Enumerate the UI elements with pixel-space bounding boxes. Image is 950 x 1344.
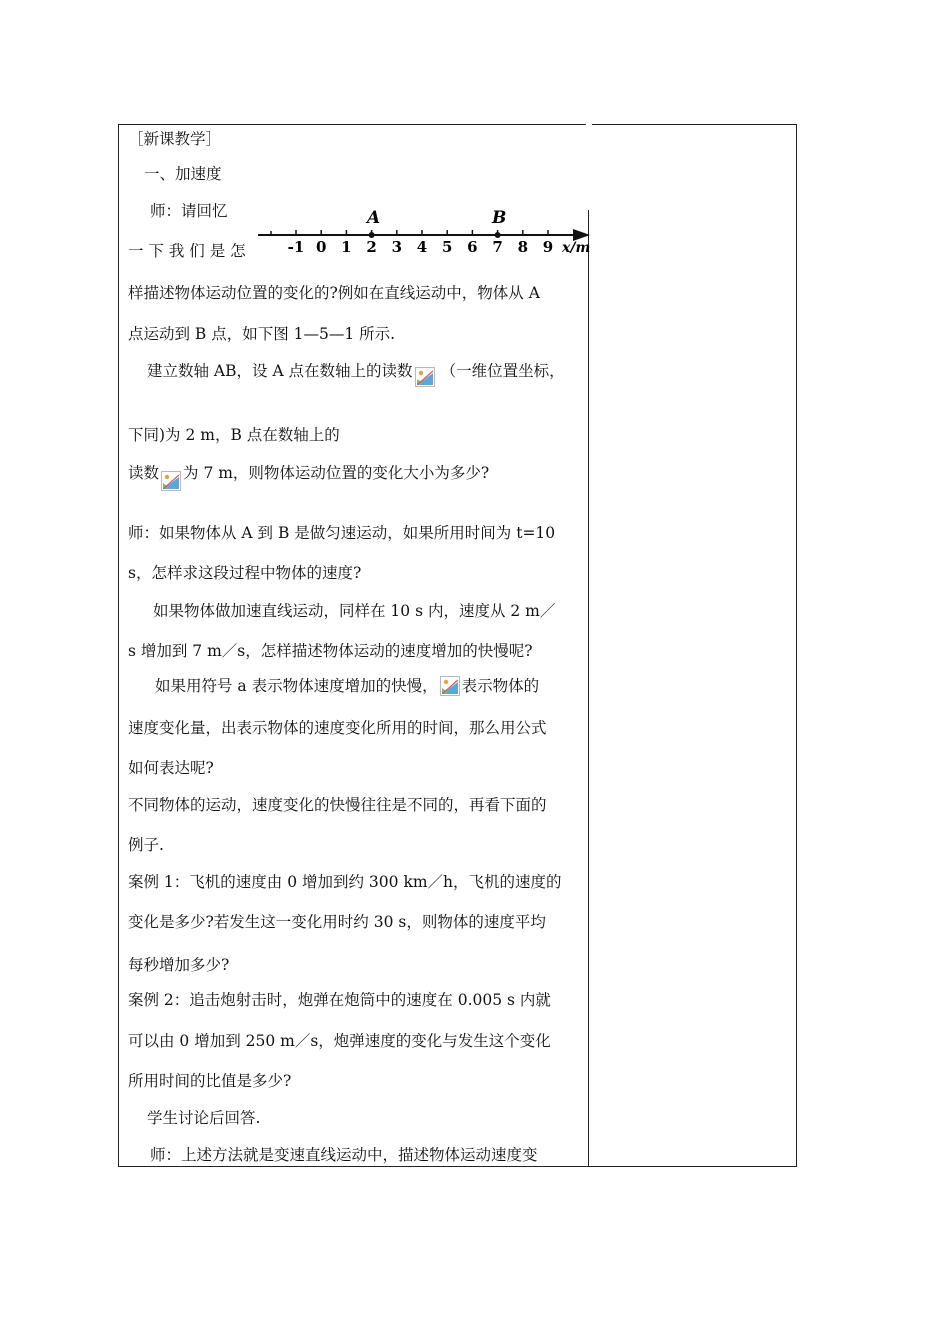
text-line: 点运动到 B 点，如下图 1—5—1 所示. bbox=[128, 325, 396, 343]
text-segment: 如果用符号 a 表示物体速度增加的快慢， bbox=[155, 677, 438, 695]
text-line bbox=[147, 361, 565, 381]
text-line: 如果物体做加速直线运动，同样在 10 s 内，速度从 2 m／ bbox=[153, 602, 556, 620]
text-segment: 建立数轴 AB，设 A 点在数轴上的读数 bbox=[147, 362, 413, 380]
table-column-divider bbox=[588, 124, 589, 1167]
axis-tick-label: 6 bbox=[467, 238, 478, 256]
text-line bbox=[155, 676, 539, 696]
text-line bbox=[128, 463, 489, 483]
text-line: 每秒增加多少? bbox=[128, 956, 230, 974]
divider-gap bbox=[586, 124, 592, 210]
text-line: 一 下 我 们 是 怎 bbox=[128, 242, 246, 260]
text-line: s，怎样求这段过程中物体的速度? bbox=[128, 564, 362, 582]
point-b-label: B bbox=[492, 208, 507, 228]
text-line: 案例 2：追击炮射击时，炮弹在炮筒中的速度在 0.005 s 内就 bbox=[128, 991, 551, 1009]
axis-tick-label: 7 bbox=[492, 238, 503, 256]
axis-tick-labels bbox=[288, 238, 554, 256]
text-line: 如何表达呢? bbox=[128, 759, 214, 777]
axis-tick-label: 3 bbox=[391, 238, 403, 256]
axis-tick-label: 1 bbox=[341, 238, 352, 256]
text-segment: 读数 bbox=[128, 464, 160, 482]
text-segment: 为 7 m，则物体运动位置的变化大小为多少? bbox=[183, 464, 490, 482]
text-line: 师：上述方法就是变速直线运动中，描述物体运动速度变 bbox=[150, 1146, 538, 1164]
text-line: 例子. bbox=[128, 836, 164, 854]
text-line: 可以由 0 增加到 250 m／s，炮弹速度的变化与发生这个变化 bbox=[128, 1032, 551, 1050]
text-line: 师：请回忆 bbox=[150, 202, 228, 220]
text-line: 不同物体的运动，速度变化的快慢往往是不同的，再看下面的 bbox=[128, 796, 547, 814]
text-line: 师：如果物体从 A 到 B 是做匀速运动，如果所用时间为 t=10 bbox=[128, 524, 556, 542]
text-segment: 表示物体的 bbox=[461, 677, 540, 695]
text-line: s 增加到 7 m／s，怎样描述物体运动的速度增加的快慢呢? bbox=[128, 642, 533, 660]
axis-tick-label: 0 bbox=[315, 238, 327, 256]
text-line: 样描述物体运动位置的变化的?例如在直线运动中，物体从 A bbox=[128, 284, 540, 302]
section-header: ［新课教学］ bbox=[128, 130, 222, 148]
heading-acceleration: 一、加速度 bbox=[144, 165, 222, 183]
text-segment: （一维位置坐标， bbox=[440, 362, 565, 380]
text-line: 变化是多少?若发生这一变化用时约 30 s，则物体的速度平均 bbox=[128, 913, 546, 931]
broken-image-icon bbox=[161, 471, 181, 491]
point-a-label: A bbox=[367, 208, 381, 228]
axis-tick-label: 5 bbox=[441, 238, 453, 256]
axis-unit-label: x/m bbox=[562, 240, 591, 256]
text-line: 学生讨论后回答. bbox=[147, 1109, 261, 1127]
number-line-figure bbox=[255, 200, 595, 260]
text-line: 速度变化量，出表示物体的速度变化所用的时间，那么用公式 bbox=[128, 719, 547, 737]
broken-image-icon bbox=[415, 367, 435, 387]
text-line: 案例 1：飞机的速度由 0 增加到约 300 km／h，飞机的速度的 bbox=[128, 873, 562, 891]
axis-tick-label: -1 bbox=[287, 238, 305, 256]
text-line: 下同)为 2 m，B 点在数轴上的 bbox=[128, 426, 340, 444]
text-line: 所用时间的比值是多少? bbox=[128, 1072, 292, 1090]
axis-tick-label: 4 bbox=[416, 238, 428, 256]
axis-tick-label: 8 bbox=[517, 238, 529, 256]
axis-tick-label: 9 bbox=[542, 238, 554, 256]
broken-image-icon bbox=[440, 676, 460, 696]
axis-tick-label: 2 bbox=[366, 238, 377, 256]
